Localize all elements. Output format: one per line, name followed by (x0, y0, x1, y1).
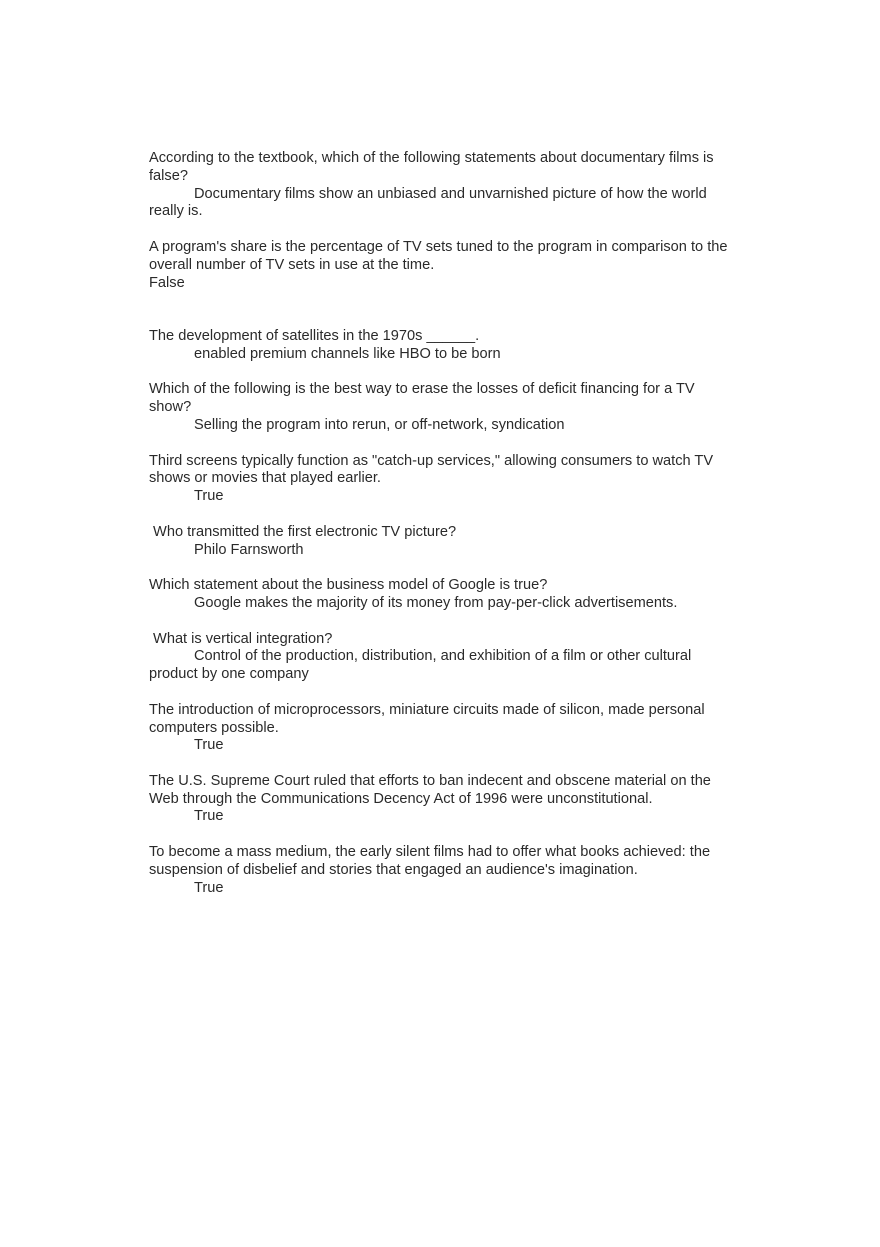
question-text: To become a mass medium, the early silent films had to offer what books achieved: the suspension of disbelief and stories that engaged an audience's imagination. (149, 844, 711, 878)
question-text: Which statement about the business model of Google is true? (149, 577, 548, 594)
question-text: The introduction of microprocessors, miniature circuits made of silicon, made personal computers possible. (149, 701, 705, 736)
answer-text: True (194, 808, 224, 825)
qa-list (149, 150, 737, 897)
question-text: A program's share is the percentage of TV sets tuned to the program in comparison to the overall number of TV sets in use at the time. (149, 238, 728, 273)
answer-text: enabled premium channels like HBO to be born (194, 345, 501, 362)
question-text: According to the textbook, which of the following statements about documentary films is false? (149, 150, 714, 184)
qa-item (149, 773, 737, 826)
qa-item (149, 239, 737, 292)
answer-text: Control of the production, distribution, and exhibition of a film or other cultural product by one company (149, 648, 692, 683)
answer-text: True (194, 488, 224, 505)
answer-text: False (149, 274, 185, 291)
qa-item (149, 524, 737, 560)
question-text: The U.S. Supreme Court ruled that efforts to ban indecent and obscene material on the Web through the Communications Decency Act of 1996 were unconstitutional. (149, 772, 711, 807)
answer-text: True (194, 879, 224, 896)
question-text: What is vertical integration? (149, 630, 333, 647)
answer-text: Selling the program into rerun, or off-network, syndication (194, 416, 565, 433)
qa-item (149, 631, 737, 684)
answer-text: True (194, 737, 224, 754)
question-text: The development of satellites in the 1970s ______. (149, 327, 480, 344)
qa-item (149, 453, 737, 506)
qa-item (149, 150, 737, 221)
qa-item (149, 577, 737, 613)
qa-item (149, 381, 737, 434)
answer-text: Google makes the majority of its money from pay-per-click advertisements. (194, 594, 678, 611)
answer-text: Documentary films show an unbiased and unvarnished picture of how the world really is. (149, 185, 707, 220)
qa-item (149, 328, 737, 364)
qa-item (149, 702, 737, 755)
answer-text: Philo Farnsworth (194, 541, 304, 558)
question-text: Who transmitted the first electronic TV picture? (149, 523, 457, 540)
question-text: Which of the following is the best way to erase the losses of deficit financing for a TV show? (149, 381, 695, 416)
qa-item (149, 844, 737, 897)
question-text: Third screens typically function as "catch-up services," allowing consumers to watch TV shows or movies that played earlier. (149, 452, 714, 487)
